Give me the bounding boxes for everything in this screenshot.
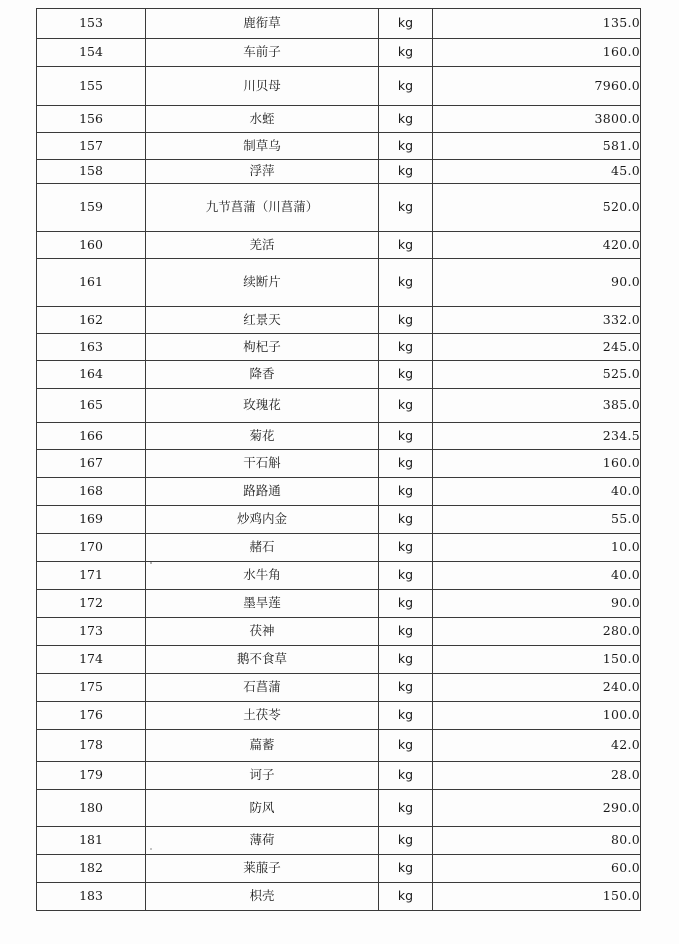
item-name: 玫瑰花 <box>146 389 379 423</box>
item-name: 车前子 <box>146 39 379 67</box>
table-row <box>37 259 641 307</box>
row-number: 175 <box>37 674 146 702</box>
row-number: 166 <box>37 423 146 450</box>
item-quantity: 234.5 <box>433 423 641 450</box>
row-number: 180 <box>37 790 146 827</box>
item-quantity: 385.0 <box>433 389 641 423</box>
table-row <box>37 106 641 133</box>
item-name: 墨旱莲 <box>146 590 379 618</box>
item-unit: kg <box>379 478 433 506</box>
table-row <box>37 67 641 106</box>
row-number: 170 <box>37 534 146 562</box>
table-row <box>37 883 641 911</box>
item-unit: kg <box>379 730 433 762</box>
item-quantity: 150.0 <box>433 646 641 674</box>
item-unit: kg <box>379 646 433 674</box>
row-number: 178 <box>37 730 146 762</box>
item-name: 诃子 <box>146 762 379 790</box>
scan-speck <box>150 848 152 850</box>
row-number: 171 <box>37 562 146 590</box>
table-row <box>37 307 641 334</box>
item-name: 九节菖蒲（川菖蒲） <box>146 184 379 232</box>
item-unit: kg <box>379 160 433 184</box>
item-quantity: 90.0 <box>433 590 641 618</box>
table-row <box>37 646 641 674</box>
item-name: 鹿衔草 <box>146 9 379 39</box>
item-name: 枸杞子 <box>146 334 379 361</box>
item-quantity: 42.0 <box>433 730 641 762</box>
table-row <box>37 590 641 618</box>
table-row <box>37 702 641 730</box>
item-name: 薄荷 <box>146 827 379 855</box>
item-name: 茯神 <box>146 618 379 646</box>
row-number: 161 <box>37 259 146 307</box>
row-number: 176 <box>37 702 146 730</box>
item-quantity: 100.0 <box>433 702 641 730</box>
row-number: 155 <box>37 67 146 106</box>
item-quantity: 160.0 <box>433 450 641 478</box>
row-number: 181 <box>37 827 146 855</box>
row-number: 153 <box>37 9 146 39</box>
item-unit: kg <box>379 67 433 106</box>
table-row <box>37 674 641 702</box>
table-row <box>37 762 641 790</box>
item-quantity: 90.0 <box>433 259 641 307</box>
table-row <box>37 9 641 39</box>
item-name: 川贝母 <box>146 67 379 106</box>
item-name: 萹蓄 <box>146 730 379 762</box>
item-name: 土茯苓 <box>146 702 379 730</box>
row-number: 173 <box>37 618 146 646</box>
table-row <box>37 618 641 646</box>
table-row <box>37 790 641 827</box>
row-number: 159 <box>37 184 146 232</box>
row-number: 183 <box>37 883 146 911</box>
item-quantity: 80.0 <box>433 827 641 855</box>
item-name: 制草乌 <box>146 133 379 160</box>
table-row <box>37 389 641 423</box>
table-row <box>37 506 641 534</box>
item-name: 菊花 <box>146 423 379 450</box>
table-row <box>37 855 641 883</box>
item-unit: kg <box>379 883 433 911</box>
table-row <box>37 827 641 855</box>
item-unit: kg <box>379 361 433 389</box>
row-number: 167 <box>37 450 146 478</box>
row-number: 158 <box>37 160 146 184</box>
item-unit: kg <box>379 307 433 334</box>
item-quantity: 420.0 <box>433 232 641 259</box>
item-quantity: 150.0 <box>433 883 641 911</box>
item-unit: kg <box>379 790 433 827</box>
item-name: 炒鸡内金 <box>146 506 379 534</box>
item-unit: kg <box>379 423 433 450</box>
item-unit: kg <box>379 133 433 160</box>
table-row <box>37 423 641 450</box>
row-number: 182 <box>37 855 146 883</box>
item-quantity: 520.0 <box>433 184 641 232</box>
item-name: 路路通 <box>146 478 379 506</box>
item-name: 枳壳 <box>146 883 379 911</box>
table-row <box>37 450 641 478</box>
item-quantity: 525.0 <box>433 361 641 389</box>
item-unit: kg <box>379 562 433 590</box>
row-number: 156 <box>37 106 146 133</box>
item-unit: kg <box>379 674 433 702</box>
table-row <box>37 534 641 562</box>
item-quantity: 40.0 <box>433 478 641 506</box>
item-unit: kg <box>379 259 433 307</box>
table-row <box>37 478 641 506</box>
item-quantity: 40.0 <box>433 562 641 590</box>
item-quantity: 280.0 <box>433 618 641 646</box>
item-unit: kg <box>379 534 433 562</box>
item-unit: kg <box>379 106 433 133</box>
table-row <box>37 133 641 160</box>
row-number: 172 <box>37 590 146 618</box>
item-name: 水牛角 <box>146 562 379 590</box>
item-name: 干石斛 <box>146 450 379 478</box>
row-number: 160 <box>37 232 146 259</box>
item-quantity: 581.0 <box>433 133 641 160</box>
item-quantity: 10.0 <box>433 534 641 562</box>
item-quantity: 3800.0 <box>433 106 641 133</box>
item-unit: kg <box>379 855 433 883</box>
item-unit: kg <box>379 762 433 790</box>
item-unit: kg <box>379 389 433 423</box>
row-number: 169 <box>37 506 146 534</box>
row-number: 157 <box>37 133 146 160</box>
item-unit: kg <box>379 506 433 534</box>
table-row <box>37 361 641 389</box>
item-quantity: 160.0 <box>433 39 641 67</box>
row-number: 168 <box>37 478 146 506</box>
row-number: 154 <box>37 39 146 67</box>
item-name: 羌活 <box>146 232 379 259</box>
row-number: 174 <box>37 646 146 674</box>
item-quantity: 45.0 <box>433 160 641 184</box>
table-row <box>37 232 641 259</box>
item-unit: kg <box>379 39 433 67</box>
item-quantity: 55.0 <box>433 506 641 534</box>
table-body <box>37 9 641 911</box>
item-name: 鹅不食草 <box>146 646 379 674</box>
table-row <box>37 39 641 67</box>
item-unit: kg <box>379 827 433 855</box>
item-name: 水蛭 <box>146 106 379 133</box>
row-number: 164 <box>37 361 146 389</box>
item-name: 降香 <box>146 361 379 389</box>
inventory-table <box>36 8 641 911</box>
table-row <box>37 562 641 590</box>
item-unit: kg <box>379 590 433 618</box>
item-unit: kg <box>379 702 433 730</box>
row-number: 163 <box>37 334 146 361</box>
item-quantity: 135.0 <box>433 9 641 39</box>
item-unit: kg <box>379 9 433 39</box>
item-name: 石菖蒲 <box>146 674 379 702</box>
item-unit: kg <box>379 232 433 259</box>
item-quantity: 245.0 <box>433 334 641 361</box>
table-row <box>37 184 641 232</box>
item-unit: kg <box>379 334 433 361</box>
item-name: 赭石 <box>146 534 379 562</box>
item-name: 续断片 <box>146 259 379 307</box>
item-quantity: 60.0 <box>433 855 641 883</box>
item-unit: kg <box>379 618 433 646</box>
item-unit: kg <box>379 184 433 232</box>
table-row <box>37 160 641 184</box>
row-number: 179 <box>37 762 146 790</box>
item-quantity: 240.0 <box>433 674 641 702</box>
item-quantity: 28.0 <box>433 762 641 790</box>
item-quantity: 332.0 <box>433 307 641 334</box>
item-quantity: 290.0 <box>433 790 641 827</box>
table-row <box>37 334 641 361</box>
scan-speck <box>150 562 152 564</box>
item-name: 红景天 <box>146 307 379 334</box>
item-name: 防风 <box>146 790 379 827</box>
row-number: 162 <box>37 307 146 334</box>
item-unit: kg <box>379 450 433 478</box>
item-name: 浮萍 <box>146 160 379 184</box>
row-number: 165 <box>37 389 146 423</box>
table-row <box>37 730 641 762</box>
item-name: 莱菔子 <box>146 855 379 883</box>
item-quantity: 7960.0 <box>433 67 641 106</box>
